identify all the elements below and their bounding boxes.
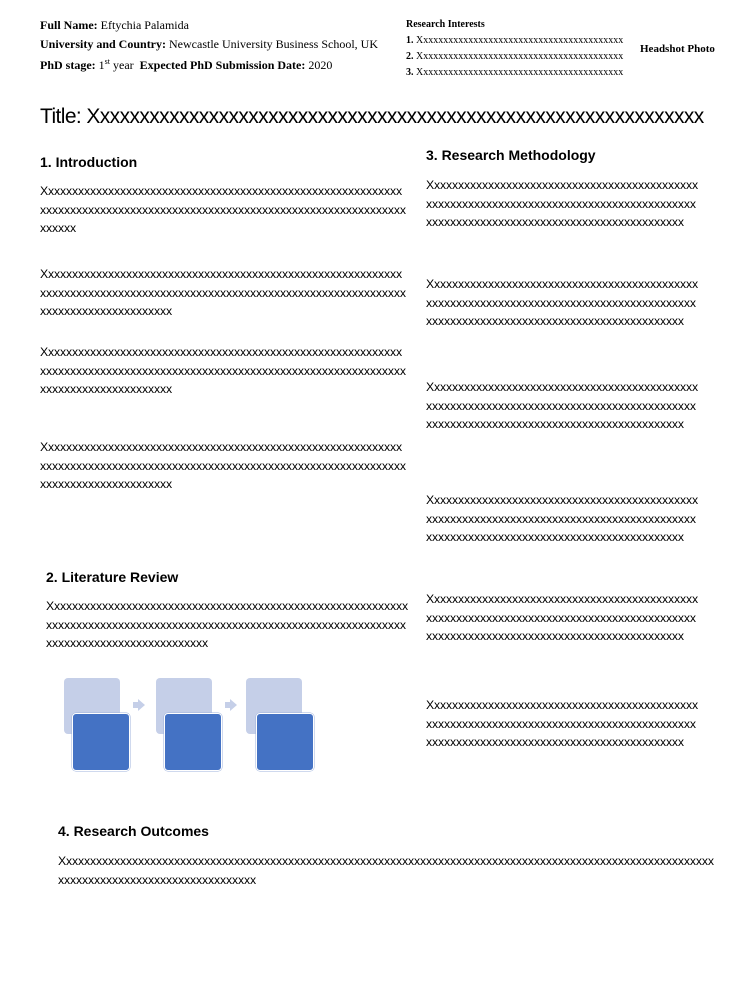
research-interest-num: 1. bbox=[406, 35, 414, 46]
research-interest-text: Xxxxxxxxxxxxxxxxxxxxxxxxxxxxxxxxxxxxxxxxx bbox=[416, 35, 624, 46]
literature-review-heading: 2. Literature Review bbox=[46, 569, 179, 585]
outcomes-paragraph: Xxxxxxxxxxxxxxxxxxxxxxxxxxxxxxxxxxxxxxxxxxxxxxxxxxxxxxxxxxxxxxxxxxxxxxxxxxxxxxxxxxxxxxxxxxxxxxxxxxxxxxxxxxxxxxxxxxxxxxxxxxxxxxxxxxxxxxxxxxxxxx bbox=[58, 854, 714, 887]
methodology-paragraph: Xxxxxxxxxxxxxxxxxxxxxxxxxxxxxxxxxxxxxxxxxxxxxxxxxxxxxxxxxxxxxxxxxxxxxxxxxxxxxxxxxxxxxxxxxxxxxxxxxxxxxxxxxxxxxxxxxxxxxxxxxxxxxxxxxxxxx bbox=[426, 277, 698, 328]
research-interest-text: Xxxxxxxxxxxxxxxxxxxxxxxxxxxxxxxxxxxxxxxxx bbox=[416, 67, 624, 78]
process-step-2 bbox=[164, 713, 222, 771]
methodology-paragraph: Xxxxxxxxxxxxxxxxxxxxxxxxxxxxxxxxxxxxxxxxxxxxxxxxxxxxxxxxxxxxxxxxxxxxxxxxxxxxxxxxxxxxxxxxxxxxxxxxxxxxxxxxxxxxxxxxxxxxxxxxxxxxxxxxxxxxx bbox=[426, 698, 698, 749]
research-interest-num: 2. bbox=[406, 51, 414, 62]
phd-stage-num: 1 bbox=[98, 58, 105, 72]
methodology-paragraph: Xxxxxxxxxxxxxxxxxxxxxxxxxxxxxxxxxxxxxxxxxxxxxxxxxxxxxxxxxxxxxxxxxxxxxxxxxxxxxxxxxxxxxxxxxxxxxxxxxxxxxxxxxxxxxxxxxxxxxxxxxxxxxxxxxxxxx bbox=[426, 592, 698, 643]
research-interest-item bbox=[406, 33, 624, 49]
methodology-paragraph: Xxxxxxxxxxxxxxxxxxxxxxxxxxxxxxxxxxxxxxxxxxxxxxxxxxxxxxxxxxxxxxxxxxxxxxxxxxxxxxxxxxxxxxxxxxxxxxxxxxxxxxxxxxxxxxxxxxxxxxxxxxxxxxxxxxxxx bbox=[426, 178, 698, 229]
university-label: University and Country: bbox=[40, 37, 167, 51]
research-interest-item bbox=[406, 65, 624, 81]
research-interests bbox=[406, 17, 624, 81]
process-step-1 bbox=[72, 713, 130, 771]
phd-stage-label: PhD stage: bbox=[40, 58, 96, 72]
process-step-3 bbox=[256, 713, 314, 771]
phd-stage-rest: year bbox=[113, 58, 134, 72]
headshot-photo-label: Headshot Photo bbox=[640, 43, 715, 55]
full-name: Eftychia Palamida bbox=[100, 18, 189, 32]
research-interests-heading: Research Interests bbox=[406, 19, 485, 30]
submission-label: Expected PhD Submission Date: bbox=[139, 58, 306, 72]
research-interest-num: 3. bbox=[406, 67, 414, 78]
university: Newcastle University Business School, UK bbox=[169, 37, 378, 51]
research-interest-item bbox=[406, 49, 624, 65]
methodology-paragraph: Xxxxxxxxxxxxxxxxxxxxxxxxxxxxxxxxxxxxxxxxxxxxxxxxxxxxxxxxxxxxxxxxxxxxxxxxxxxxxxxxxxxxxxxxxxxxxxxxxxxxxxxxxxxxxxxxxxxxxxxxxxxxxxxxxxxxx bbox=[426, 493, 698, 544]
literature-review-paragraph: Xxxxxxxxxxxxxxxxxxxxxxxxxxxxxxxxxxxxxxxxxxxxxxxxxxxxxxxxxxxxxxxxxxxxxxxxxxxxxxxxxxxxxxxxxxxxxxxxxxxxxxxxxxxxxxxxxxxxxxxxxxxxxxxxxxxxxxxxxxxxxxxxxxx bbox=[46, 599, 408, 650]
university-line bbox=[40, 35, 378, 53]
phd-stage-line bbox=[40, 53, 332, 74]
full-name-line bbox=[40, 16, 189, 34]
introduction-paragraph: Xxxxxxxxxxxxxxxxxxxxxxxxxxxxxxxxxxxxxxxxxxxxxxxxxxxxxxxxxxxxxxxxxxxxxxxxxxxxxxxxxxxxxxxxxxxxxxxxxxxxxxxxxxxxxxxxxxxxxxxxxxxxxxxxxxxxxxxxxxxxxxx bbox=[40, 267, 406, 318]
full-name-label: Full Name: bbox=[40, 18, 98, 32]
arrow-right-icon bbox=[138, 699, 145, 711]
methodology-heading: 3. Research Methodology bbox=[426, 147, 596, 163]
poster-title: Title: Xxxxxxxxxxxxxxxxxxxxxxxxxxxxxxxxxxxxxxxxxxxxxxxxxxxxxxxxxxxxxx bbox=[40, 105, 704, 128]
submission-date: 2020 bbox=[308, 58, 333, 72]
process-diagram bbox=[60, 676, 320, 776]
phd-stage-sup: st bbox=[104, 57, 111, 66]
introduction-paragraph: Xxxxxxxxxxxxxxxxxxxxxxxxxxxxxxxxxxxxxxxxxxxxxxxxxxxxxxxxxxxxxxxxxxxxxxxxxxxxxxxxxxxxxxxxxxxxxxxxxxxxxxxxxxxxxxxxxxxxxxxxxxxxxxxxxxxxxxxxxxxxxxx bbox=[40, 440, 406, 491]
introduction-paragraph: Xxxxxxxxxxxxxxxxxxxxxxxxxxxxxxxxxxxxxxxxxxxxxxxxxxxxxxxxxxxxxxxxxxxxxxxxxxxxxxxxxxxxxxxxxxxxxxxxxxxxxxxxxxxxxxxxxxxxxxxxxxxxxxx bbox=[40, 184, 406, 235]
research-interest-text: Xxxxxxxxxxxxxxxxxxxxxxxxxxxxxxxxxxxxxxxxx bbox=[416, 51, 624, 62]
introduction-paragraph: Xxxxxxxxxxxxxxxxxxxxxxxxxxxxxxxxxxxxxxxxxxxxxxxxxxxxxxxxxxxxxxxxxxxxxxxxxxxxxxxxxxxxxxxxxxxxxxxxxxxxxxxxxxxxxxxxxxxxxxxxxxxxxxxxxxxxxxxxxxxxxxx bbox=[40, 345, 406, 396]
arrow-right-icon bbox=[230, 699, 237, 711]
introduction-heading: 1. Introduction bbox=[40, 154, 138, 170]
methodology-paragraph: Xxxxxxxxxxxxxxxxxxxxxxxxxxxxxxxxxxxxxxxxxxxxxxxxxxxxxxxxxxxxxxxxxxxxxxxxxxxxxxxxxxxxxxxxxxxxxxxxxxxxxxxxxxxxxxxxxxxxxxxxxxxxxxxxxxxxx bbox=[426, 380, 698, 431]
outcomes-heading: 4. Research Outcomes bbox=[58, 823, 209, 839]
